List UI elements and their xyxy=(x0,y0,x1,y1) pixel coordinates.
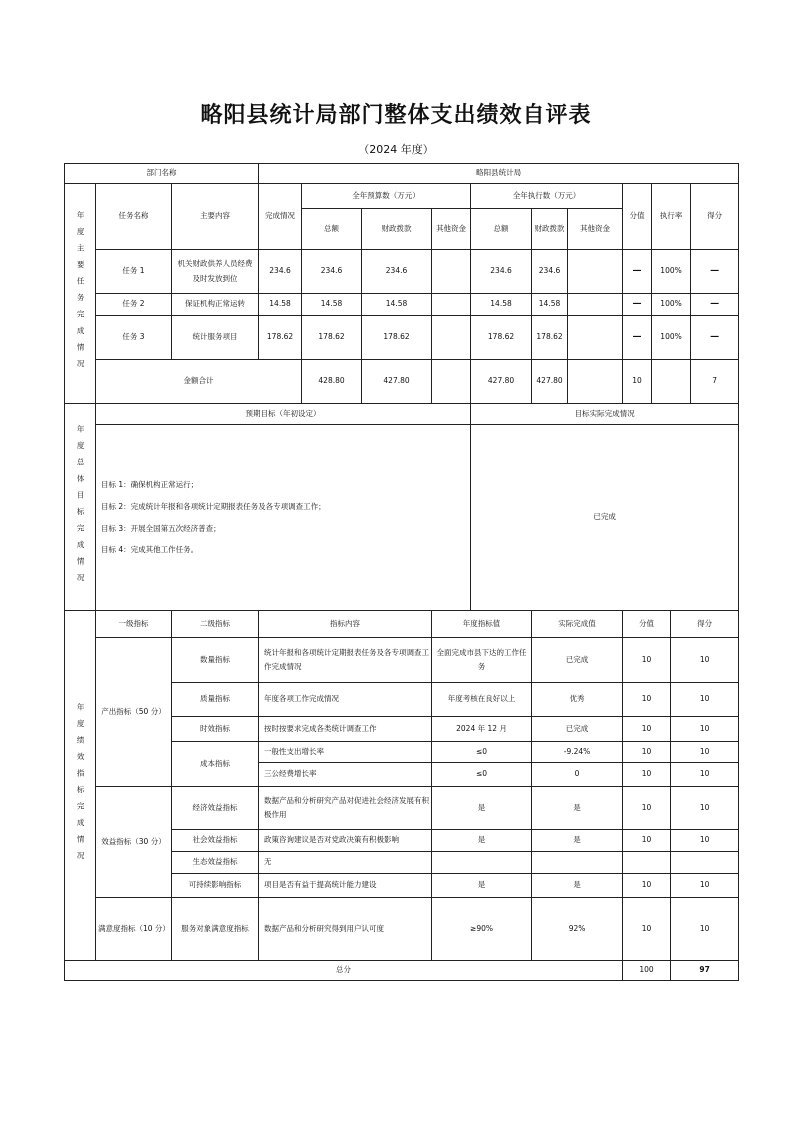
task-budget-other xyxy=(432,294,471,316)
indicator-level2: 服务对象满意度指标 xyxy=(172,898,259,961)
indicator-score-value: 10 xyxy=(623,683,671,717)
indicator-score-value: 10 xyxy=(623,742,671,763)
task-content: 统计服务项目 xyxy=(172,316,259,360)
task-budget-fiscal: 234.6 xyxy=(362,250,432,294)
indicator-target: ≥90% xyxy=(432,898,532,961)
task-exec-fiscal: 178.62 xyxy=(532,316,568,360)
task-budget-other xyxy=(432,316,471,360)
section1-side-label: 年度主要任务完成情况 xyxy=(65,184,96,404)
indicator-content: 项目是否有益于提高统计能力建设 xyxy=(259,874,432,898)
header-level2: 二级指标 xyxy=(172,611,259,638)
header-actual: 实际完成值 xyxy=(532,611,623,638)
indicator-target: 是 xyxy=(432,874,532,898)
indicator-score-value: 10 xyxy=(623,787,671,830)
indicator-content: 三公经费增长率 xyxy=(259,763,432,787)
header-level1: 一级指标 xyxy=(96,611,172,638)
task-exec-rate: 100% xyxy=(652,294,691,316)
indicator-score: 10 xyxy=(671,763,739,787)
goal-item: 目标 1：确保机构正常运行； xyxy=(101,480,199,489)
total-exec-total: 427.80 xyxy=(471,360,532,404)
indicator-score: 10 xyxy=(671,638,739,683)
grand-total-score: 97 xyxy=(671,961,739,981)
indicator-actual xyxy=(532,852,623,874)
indicator-score: 10 xyxy=(671,787,739,830)
indicator-target: ≤0 xyxy=(432,763,532,787)
dept-row xyxy=(65,164,739,184)
amount-total-label: 金额合计 xyxy=(96,360,302,404)
total-exec-other xyxy=(568,360,623,404)
indicator-header-row xyxy=(65,611,739,638)
header-score: 得分 xyxy=(691,184,739,250)
total-score-value: 10 xyxy=(623,360,652,404)
indicator-target: 2024 年 12 月 xyxy=(432,717,532,742)
expected-goals-header: 预期目标（年初设定） xyxy=(96,404,471,425)
task-budget-fiscal: 178.62 xyxy=(362,316,432,360)
indicator-score: 10 xyxy=(671,830,739,852)
group-benefit: 效益指标（30 分） xyxy=(96,787,172,898)
task-score: — xyxy=(691,250,739,294)
task-score-value: — xyxy=(623,294,652,316)
task-name: 任务 3 xyxy=(96,316,172,360)
goal-item: 目标 4：完成其他工作任务。 xyxy=(101,545,199,555)
self-evaluation-table xyxy=(64,163,739,981)
indicator-actual: 是 xyxy=(532,787,623,830)
indicator-actual: 优秀 xyxy=(532,683,623,717)
indicator-actual: 已完成 xyxy=(532,638,623,683)
task-status: 14.58 xyxy=(259,294,302,316)
header-exec-rate: 执行率 xyxy=(652,184,691,250)
task-exec-other xyxy=(568,294,623,316)
header-execution: 全年执行数（万元） xyxy=(471,184,623,209)
indicator-content: 一般性支出增长率 xyxy=(259,742,432,763)
task-exec-total: 14.58 xyxy=(471,294,532,316)
actual-goals-header: 目标实际完成情况 xyxy=(471,404,739,425)
total-exec-fiscal: 427.80 xyxy=(532,360,568,404)
total-budget-total: 428.80 xyxy=(302,360,362,404)
dept-value: 略阳县统计局 xyxy=(259,164,739,184)
total-budget-fiscal: 427.80 xyxy=(362,360,432,404)
indicator-content: 按时按要求完成各类统计调查工作 xyxy=(259,717,432,742)
indicator-score-value: 10 xyxy=(623,638,671,683)
header-score-value: 分值 xyxy=(623,184,652,250)
task-exec-total: 234.6 xyxy=(471,250,532,294)
indicator-level2: 时效指标 xyxy=(172,717,259,742)
group-satisfaction: 满意度指标（10 分） xyxy=(96,898,172,961)
actual-goals: 已完成 xyxy=(471,425,739,611)
indicator-row xyxy=(65,787,739,830)
indicator-level2: 数量指标 xyxy=(172,638,259,683)
header-task-name: 任务名称 xyxy=(96,184,172,250)
indicator-actual: 是 xyxy=(532,874,623,898)
header-status: 完成情况 xyxy=(259,184,302,250)
indicator-actual: 92% xyxy=(532,898,623,961)
grand-total-label: 总分 xyxy=(65,961,623,981)
goals-row xyxy=(65,425,739,611)
group-output: 产出指标（50 分） xyxy=(96,638,172,787)
grand-total-score-value: 100 xyxy=(623,961,671,981)
indicator-target: 全面完成市县下达的工作任务 xyxy=(432,638,532,683)
task-exec-fiscal: 14.58 xyxy=(532,294,568,316)
indicator-content: 年度各项工作完成情况 xyxy=(259,683,432,717)
indicator-row xyxy=(65,638,739,683)
indicator-level2: 经济效益指标 xyxy=(172,787,259,830)
header-budget-fiscal: 财政拨款 xyxy=(362,209,432,250)
task-score: — xyxy=(691,294,739,316)
indicator-target: 是 xyxy=(432,787,532,830)
header-indicator-content: 指标内容 xyxy=(259,611,432,638)
total-budget-other xyxy=(432,360,471,404)
task-exec-fiscal: 234.6 xyxy=(532,250,568,294)
goal-item: 目标 2：完成统计年报和各项统计定期报表任务及各专项调查工作； xyxy=(101,501,326,511)
header-exec-other: 其他资金 xyxy=(568,209,623,250)
indicator-target: ≤0 xyxy=(432,742,532,763)
indicator-level2: 可持续影响指标 xyxy=(172,874,259,898)
task-exec-rate: 100% xyxy=(652,250,691,294)
task-status: 234.6 xyxy=(259,250,302,294)
total-score: 7 xyxy=(691,360,739,404)
task-budget-total: 234.6 xyxy=(302,250,362,294)
indicator-score: 10 xyxy=(671,874,739,898)
task-row xyxy=(65,294,739,316)
header-budget-total: 总额 xyxy=(302,209,362,250)
indicator-score-value: 10 xyxy=(623,717,671,742)
header-exec-fiscal: 财政拨款 xyxy=(532,209,568,250)
indicator-content: 数据产品和分析研究产品对促进社会经济发展有积极作用 xyxy=(259,787,432,830)
indicator-score-value: 10 xyxy=(623,763,671,787)
indicator-score: 10 xyxy=(671,683,739,717)
section2-side-label: 年度总体目标完成情况 xyxy=(65,404,96,611)
indicator-actual: -9.24% xyxy=(532,742,623,763)
indicator-target: 年度考核在良好以上 xyxy=(432,683,532,717)
task-row xyxy=(65,250,739,294)
task-exec-rate: 100% xyxy=(652,316,691,360)
task-exec-other xyxy=(568,316,623,360)
indicator-content: 统计年报和各项统计定期报表任务及各专项调查工作完成情况 xyxy=(259,638,432,683)
amount-total-row xyxy=(65,360,739,404)
indicator-score: 10 xyxy=(671,742,739,763)
indicator-content: 数据产品和分析研究得到用户认可度 xyxy=(259,898,432,961)
task-score-value: — xyxy=(623,316,652,360)
task-content: 保证机构正常运转 xyxy=(172,294,259,316)
header-content: 主要内容 xyxy=(172,184,259,250)
task-score: — xyxy=(691,316,739,360)
indicator-content: 政策咨询建议是否对党政决策有积极影响 xyxy=(259,830,432,852)
task-content: 机关财政供养人员经费及时发放到位 xyxy=(172,250,259,294)
goals-header-row xyxy=(65,404,739,425)
indicator-level2: 生态效益指标 xyxy=(172,852,259,874)
indicator-actual: 0 xyxy=(532,763,623,787)
task-header-row xyxy=(65,184,739,209)
indicator-score-value: 10 xyxy=(623,874,671,898)
indicator-level2: 质量指标 xyxy=(172,683,259,717)
task-exec-total: 178.62 xyxy=(471,316,532,360)
expected-goals xyxy=(96,425,471,611)
indicator-score-value: 10 xyxy=(623,898,671,961)
indicator-score: 10 xyxy=(671,898,739,961)
task-budget-other xyxy=(432,250,471,294)
indicator-actual: 已完成 xyxy=(532,717,623,742)
page-title: 略阳县统计局部门整体支出绩效自评表 xyxy=(200,103,592,128)
task-exec-other xyxy=(568,250,623,294)
indicator-level2: 社会效益指标 xyxy=(172,830,259,852)
header-target: 年度指标值 xyxy=(432,611,532,638)
indicator-score xyxy=(671,852,739,874)
header-score-value: 分值 xyxy=(623,611,671,638)
indicator-score-value xyxy=(623,852,671,874)
indicator-actual: 是 xyxy=(532,830,623,852)
task-status: 178.62 xyxy=(259,316,302,360)
indicator-target xyxy=(432,852,532,874)
page-subtitle: （2024 年度） xyxy=(358,143,434,156)
indicator-score-value: 10 xyxy=(623,830,671,852)
indicator-level2-cost: 成本指标 xyxy=(172,742,259,787)
header-budget-other: 其他资金 xyxy=(432,209,471,250)
task-name: 任务 2 xyxy=(96,294,172,316)
header-budget: 全年预算数（万元） xyxy=(302,184,471,209)
task-budget-total: 14.58 xyxy=(302,294,362,316)
indicator-score: 10 xyxy=(671,717,739,742)
task-name: 任务 1 xyxy=(96,250,172,294)
section3-side-label: 年度绩效指标完成情况 xyxy=(65,611,96,961)
header-score: 得分 xyxy=(671,611,739,638)
indicator-row xyxy=(65,898,739,961)
task-row xyxy=(65,316,739,360)
task-budget-total: 178.62 xyxy=(302,316,362,360)
total-exec-rate xyxy=(652,360,691,404)
indicator-content: 无 xyxy=(259,852,432,874)
dept-label: 部门名称 xyxy=(65,164,259,184)
header-exec-total: 总额 xyxy=(471,209,532,250)
indicator-target: 是 xyxy=(432,830,532,852)
task-score-value: — xyxy=(623,250,652,294)
grand-total-row xyxy=(65,961,739,981)
goal-item: 目标 3：开展全国第五次经济普查； xyxy=(101,523,221,533)
task-budget-fiscal: 14.58 xyxy=(362,294,432,316)
